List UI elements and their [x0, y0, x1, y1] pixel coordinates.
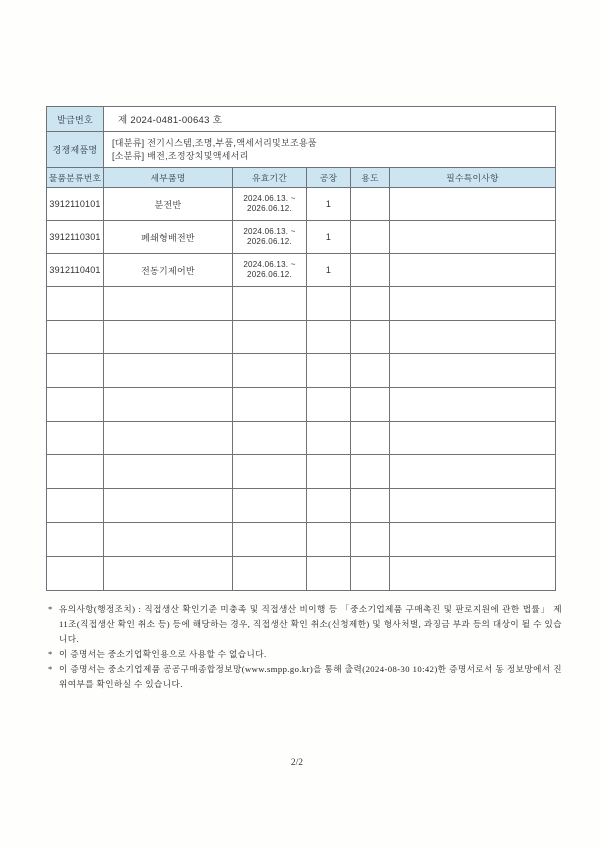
cell-special-notes [390, 221, 555, 253]
cell-special-notes [390, 422, 555, 455]
cell-factory [307, 422, 351, 455]
cell-valid-period [233, 188, 307, 220]
cell-factory [307, 388, 351, 421]
cell-use [351, 287, 390, 320]
certificate-table [46, 106, 556, 591]
cell-use [351, 354, 390, 387]
cell-item-code: 3912110301 [47, 221, 104, 253]
cell-valid-period [233, 321, 307, 354]
cell-item-code [47, 455, 104, 488]
cell-item-code [47, 354, 104, 387]
product-minor-category: [소분류] 배전,조정장치및액세서리 [112, 151, 249, 161]
cell-special-notes [390, 388, 555, 421]
cell-special-notes [390, 523, 555, 556]
cell-use [351, 254, 390, 286]
period-end: 2026.06.12. [247, 204, 292, 213]
cell-factory: 1 [307, 254, 351, 286]
table-header-row [47, 168, 555, 188]
cell-special-notes [390, 188, 555, 220]
cell-valid-period [233, 489, 307, 522]
cell-use [351, 188, 390, 220]
footnote-verification-info [48, 662, 562, 692]
header-special-notes: 필수특이사항 [390, 168, 555, 187]
issue-number-value: 제 2024-0481-00643 호 [118, 115, 223, 126]
period-start: 2024.06.13. ~ [243, 193, 296, 203]
cell-use [351, 455, 390, 488]
cell-item-name [104, 287, 233, 320]
cell-item-name [104, 321, 233, 354]
cell-item-name [104, 388, 233, 421]
footnote-text: 이 증명서는 중소기업확인용으로 사용할 수 없습니다. [59, 649, 267, 659]
cell-factory [307, 354, 351, 387]
cell-valid-period [233, 354, 307, 387]
header-item-name: 세부품명 [104, 168, 233, 187]
footnote-caution [48, 602, 562, 647]
empty-table-row [47, 287, 555, 321]
cell-factory: 1 [307, 188, 351, 220]
product-name-row [47, 132, 555, 168]
cell-factory [307, 489, 351, 522]
page-number: 2/2 [290, 758, 304, 768]
cell-item-name [104, 523, 233, 556]
footnote-not-for-sme-confirmation [48, 647, 562, 662]
cell-special-notes [390, 489, 555, 522]
cell-factory [307, 557, 351, 591]
empty-table-row [47, 321, 555, 355]
cell-valid-period [233, 287, 307, 320]
period-end: 2026.06.12. [247, 237, 292, 246]
cell-valid-period [233, 388, 307, 421]
table-row [47, 221, 555, 254]
cell-use [351, 388, 390, 421]
product-name-label: 경쟁제품명 [47, 132, 104, 167]
footnote-marker: * [48, 604, 53, 614]
cell-item-name [104, 489, 233, 522]
cell-use [351, 221, 390, 253]
cell-item-name: 전동기제어반 [104, 254, 233, 286]
cell-item-name [104, 354, 233, 387]
cell-item-name [104, 557, 233, 591]
footnote-marker: * [48, 649, 53, 659]
table-row [47, 188, 555, 221]
cell-use [351, 422, 390, 455]
period-start: 2024.06.13. ~ [243, 259, 296, 269]
cell-item-name [104, 455, 233, 488]
cell-item-code [47, 287, 104, 320]
period-end: 2026.06.12. [247, 270, 292, 279]
header-factory: 공장 [307, 168, 351, 187]
cell-item-name [104, 422, 233, 455]
cell-item-code [47, 422, 104, 455]
product-major-category: [대분류] 전기시스템,조명,부품,액세서리및보조용품 [112, 138, 317, 148]
cell-special-notes [390, 455, 555, 488]
footnote-marker: * [48, 664, 53, 674]
cell-use [351, 523, 390, 556]
cell-valid-period [233, 523, 307, 556]
cell-factory [307, 287, 351, 320]
empty-table-row [47, 354, 555, 388]
cell-item-code [47, 557, 104, 591]
footnotes-section [48, 602, 562, 692]
empty-table-row [47, 422, 555, 456]
cell-special-notes [390, 321, 555, 354]
empty-table-row [47, 489, 555, 523]
table-row [47, 254, 555, 287]
empty-table-row [47, 388, 555, 422]
cell-item-name: 분전반 [104, 188, 233, 220]
cell-item-code: 3912110101 [47, 188, 104, 220]
cell-item-code [47, 489, 104, 522]
issue-number-label: 발급번호 [47, 107, 104, 131]
footnote-text: 이 증명서는 중소기업제품 공공구매종합정보망(www.smpp.go.kr)을 통해 출력(2024-08-30 10:42)한 증명서로서 동 정보망에서 진위여부를 확인하실 수 있습니다. [59, 664, 562, 689]
footnote-text: 유의사항(행정조치) : 직접생산 확인기준 미충족 및 직접생산 비이행 등 「중소기업제품 구매촉진 및 판로지원에 관한 법률」 제11조(직접생산 확인 취소 등) 등에 해당하는 경우, 직접생산 확인 취소(신청제한) 및 형사처벌, 과징금 부과 등의 대상이 될 수 있습니다. [59, 604, 562, 644]
cell-use [351, 557, 390, 591]
cell-item-code [47, 321, 104, 354]
cell-item-code [47, 388, 104, 421]
cell-factory: 1 [307, 221, 351, 253]
header-valid-period: 유효기간 [233, 168, 307, 187]
issue-number-row [47, 107, 555, 132]
period-start: 2024.06.13. ~ [243, 226, 296, 236]
cell-valid-period [233, 557, 307, 591]
cell-valid-period [233, 254, 307, 286]
header-use: 용도 [351, 168, 390, 187]
cell-use [351, 321, 390, 354]
cell-use [351, 489, 390, 522]
cell-factory [307, 455, 351, 488]
cell-special-notes [390, 557, 555, 591]
cell-item-code: 3912110401 [47, 254, 104, 286]
cell-special-notes [390, 354, 555, 387]
header-item-code: 물품분류번호 [47, 168, 104, 187]
cell-item-name: 폐쇄형배전반 [104, 221, 233, 253]
cell-valid-period [233, 221, 307, 253]
cell-valid-period [233, 455, 307, 488]
empty-table-row [47, 523, 555, 557]
cell-factory [307, 523, 351, 556]
empty-table-row [47, 455, 555, 489]
cell-item-code [47, 523, 104, 556]
cell-factory [307, 321, 351, 354]
cell-special-notes [390, 254, 555, 286]
empty-table-row [47, 557, 555, 591]
product-name-value [104, 132, 555, 167]
cell-special-notes [390, 287, 555, 320]
cell-valid-period [233, 422, 307, 455]
